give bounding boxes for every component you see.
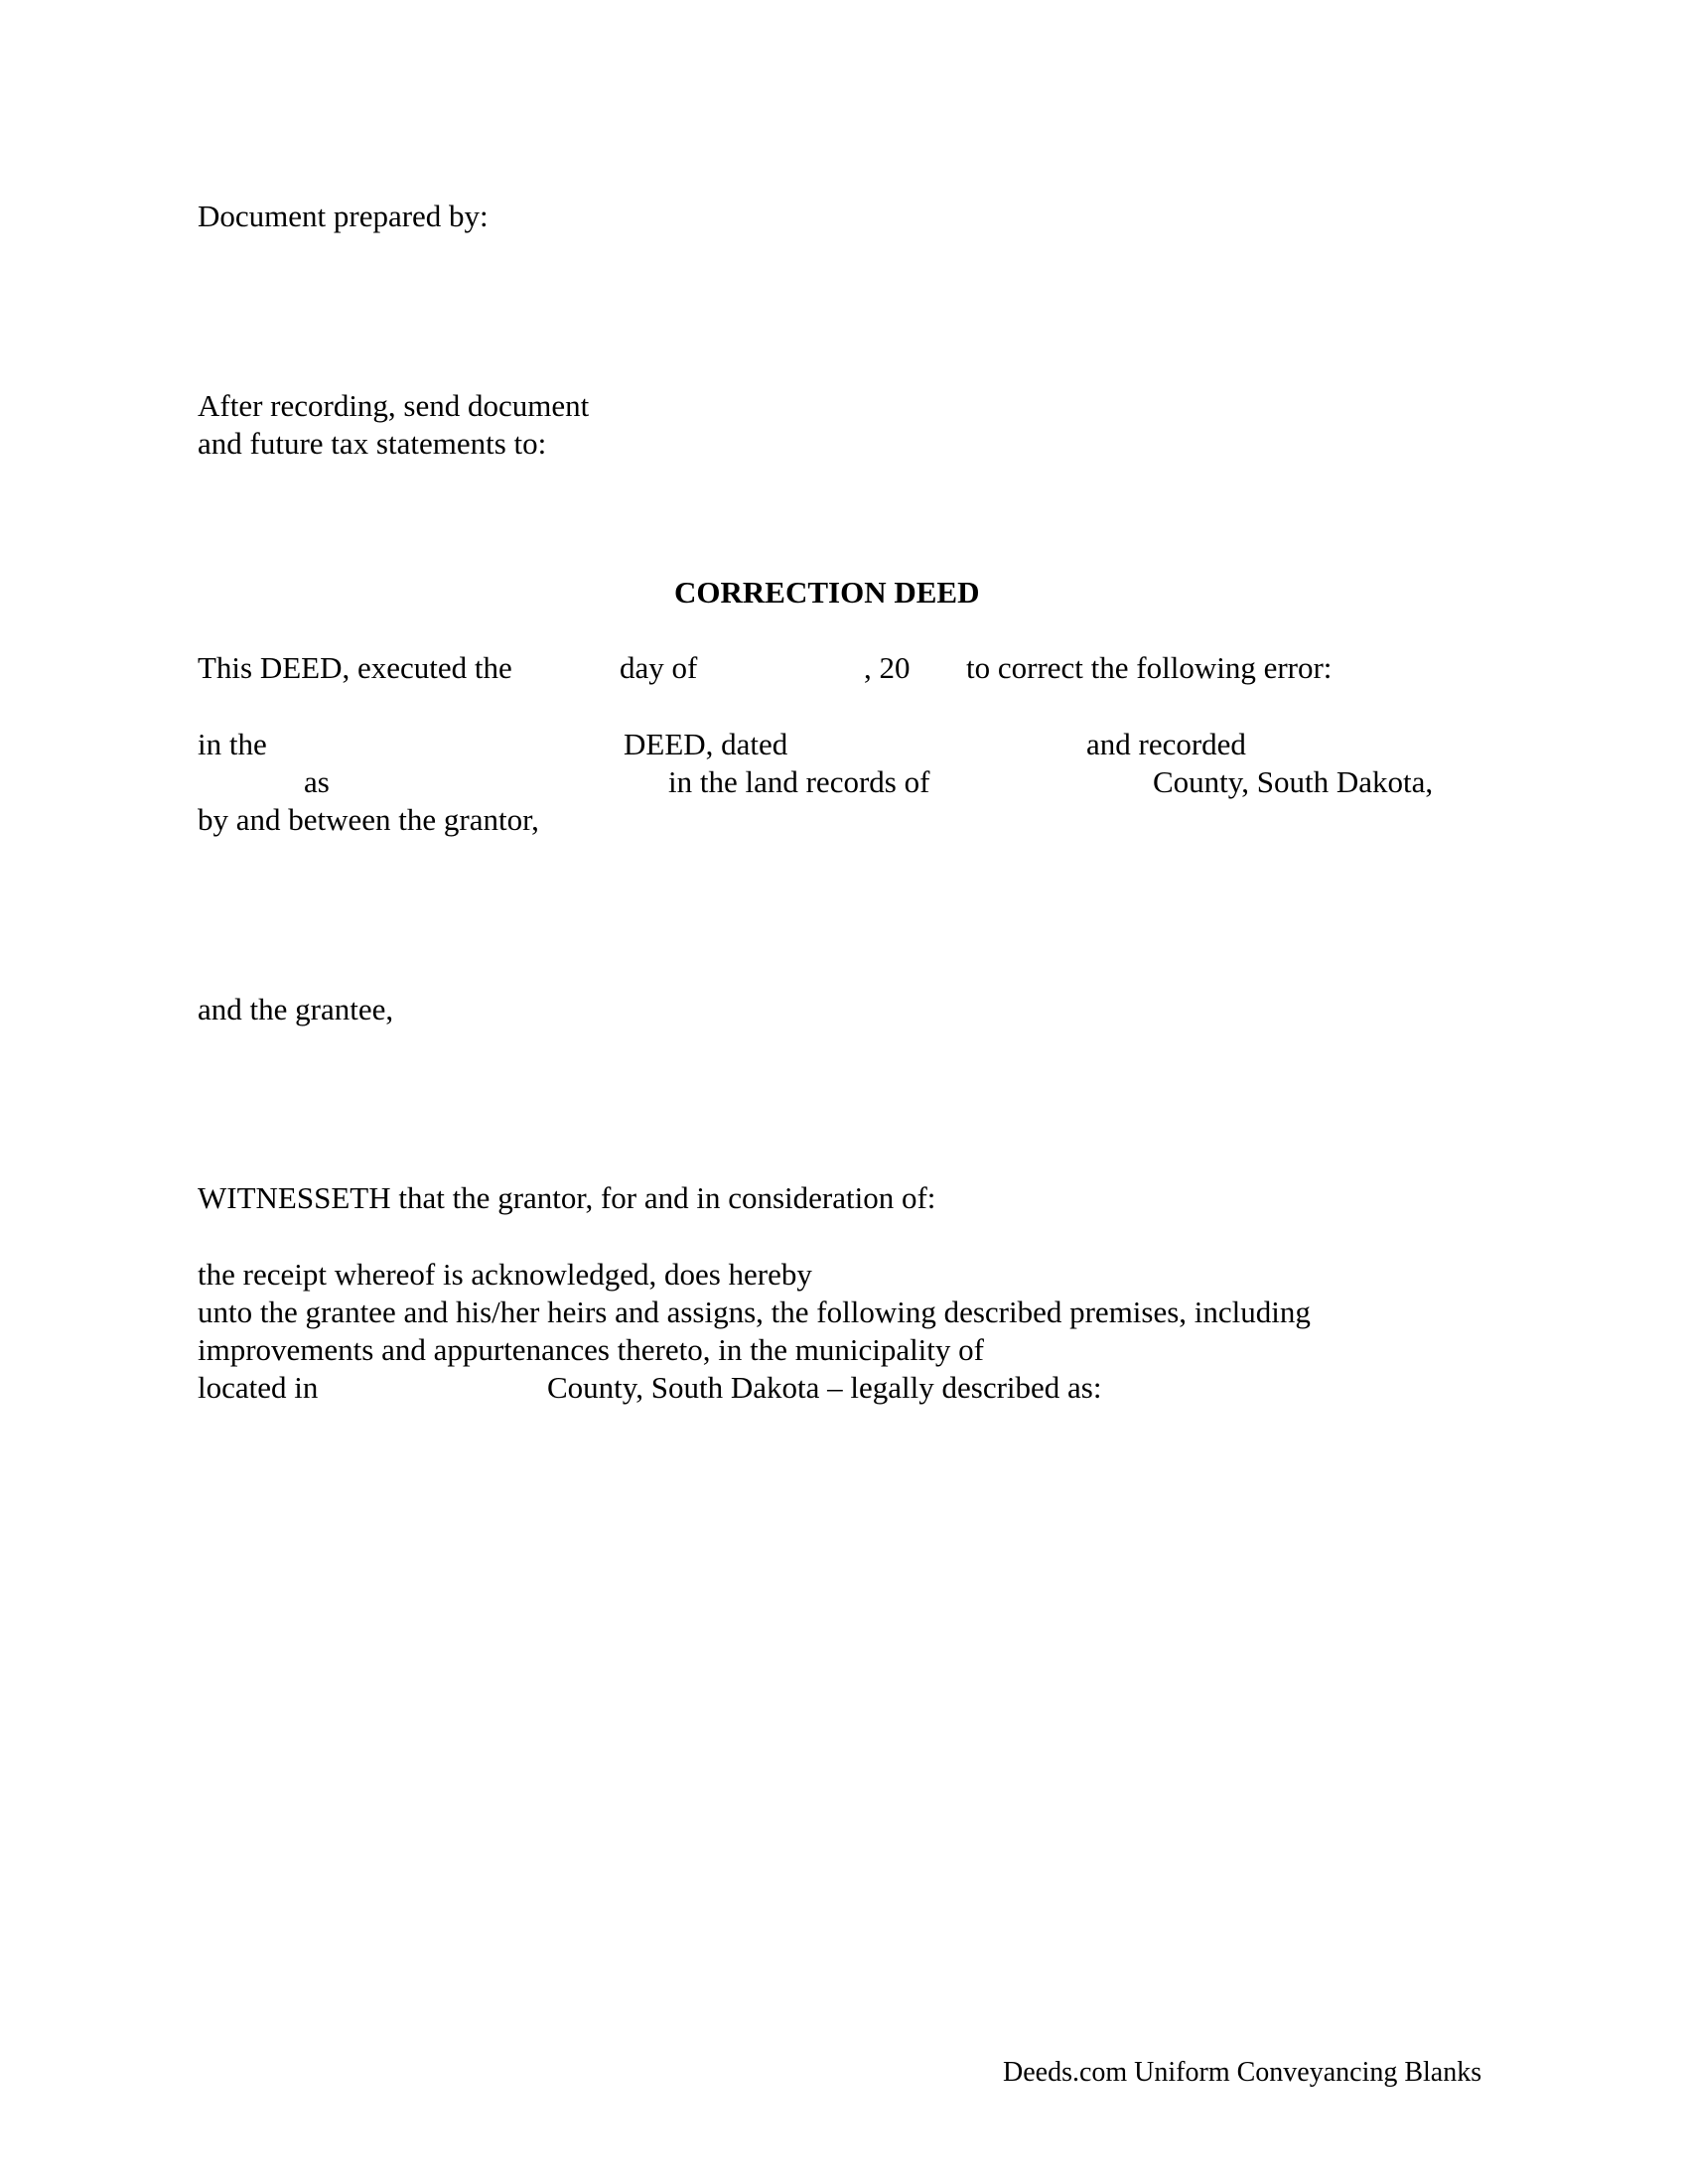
return-to-label-line1: After recording, send document (198, 388, 590, 423)
reference-county-state: County, South Dakota, (1153, 764, 1434, 799)
conveyance-line-3: improvements and appurtenances thereto, in the municipality of (198, 1332, 984, 1367)
conveyance-line-2: unto the grantee and his/her heirs and assigns, the following described premises, including (198, 1295, 1311, 1329)
conveyance-located-in: located in (198, 1370, 319, 1405)
footer-branding: Deeds.com Uniform Conveyancing Blanks (1003, 2057, 1482, 2088)
document-title: CORRECTION DEED (674, 575, 980, 610)
consideration-clause: WITNESSETH that the grantor, for and in consideration of: (198, 1180, 936, 1215)
execution-prefix: This DEED, executed the (198, 650, 512, 685)
reference-deed-dated: DEED, dated (624, 727, 788, 761)
execution-year-prefix: , 20 (864, 650, 911, 685)
grantee-label: and the grantee, (198, 992, 394, 1026)
reference-and-recorded: and recorded (1086, 727, 1246, 761)
reference-as: as (304, 764, 330, 799)
conveyance-county-legal: County, South Dakota – legally described as: (547, 1370, 1102, 1405)
return-to-label-line2: and future tax statements to: (198, 426, 547, 461)
execution-suffix: to correct the following error: (966, 650, 1333, 685)
prepared-by-label: Document prepared by: (198, 199, 489, 233)
execution-day-of: day of (620, 650, 698, 685)
grantor-label: by and between the grantor, (198, 802, 539, 837)
reference-in-the: in the (198, 727, 267, 761)
reference-land-records: in the land records of (668, 764, 930, 799)
conveyance-line-1: the receipt whereof is acknowledged, does hereby (198, 1257, 812, 1292)
